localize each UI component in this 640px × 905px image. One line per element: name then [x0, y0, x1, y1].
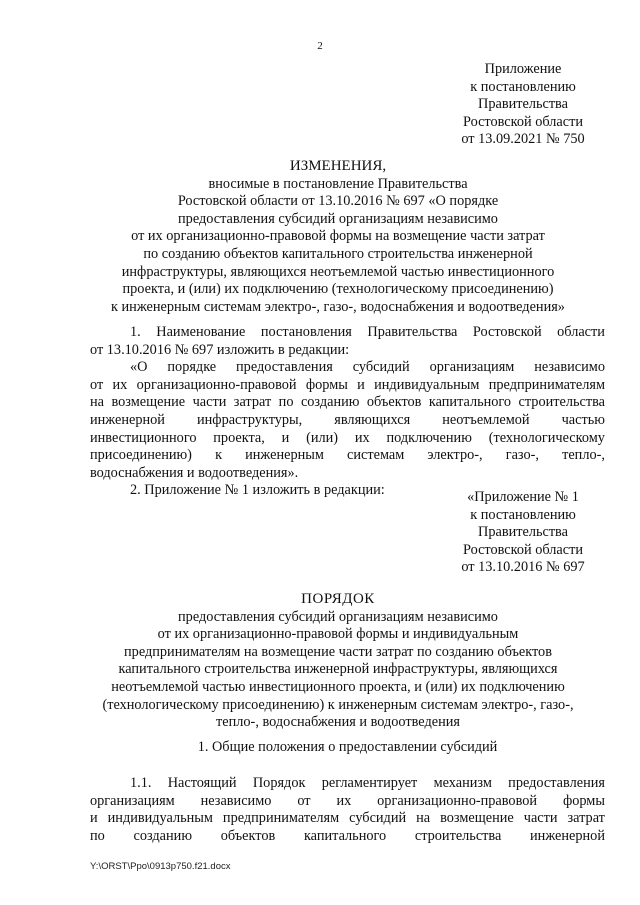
appendix1-header-line: «Приложение № 1: [467, 489, 579, 505]
word: части: [192, 394, 227, 411]
word: строительства: [414, 827, 502, 844]
changes-title: [78, 158, 598, 316]
word: созданию: [300, 394, 360, 411]
word: от: [90, 376, 104, 393]
appendix1-header-line: Ростовской области: [462, 541, 584, 558]
word: части: [523, 810, 558, 827]
word: инвестиционного: [90, 429, 197, 446]
word: возмещение: [111, 394, 186, 411]
word: индивидуальным: [374, 376, 480, 393]
order-title: [78, 591, 598, 732]
appendix-header: [448, 61, 598, 149]
word: строительства: [518, 394, 605, 411]
word: организационно-правовой: [136, 376, 297, 393]
appendix1-header: [448, 489, 598, 577]
order-title-line: предпринимателям на возмещение части затрат по созданию объектов: [124, 643, 552, 660]
appendix-header-line: от 13.09.2021 № 750: [461, 131, 585, 148]
word: (или): [306, 429, 339, 446]
appendix-header-line: Приложение: [484, 61, 562, 77]
word: на: [90, 394, 104, 411]
word: их: [354, 429, 370, 446]
word: Ростовской: [472, 324, 542, 340]
word: затрат: [567, 810, 605, 827]
word: и: [90, 810, 98, 827]
changes-title-line: инфраструктуры, являющихся неотъемлемой частью инвестиционного: [121, 263, 555, 280]
word: и: [357, 376, 365, 393]
changes-title-line: проекта, и (или) их подключению (технологическому присоединению): [122, 281, 554, 298]
point-1-1: [90, 775, 605, 845]
word: «О: [130, 359, 148, 376]
word: частью: [561, 411, 605, 428]
word: области: [557, 324, 605, 340]
order-title-line: (технологическому присоединению) к инженерным системам электро-, газо-,: [102, 696, 574, 713]
word: Настоящий: [167, 775, 237, 791]
word: и: [281, 429, 290, 446]
appendix1-header-line: к постановлению: [470, 506, 576, 523]
justified-line: [90, 324, 605, 342]
word: являющихся: [334, 411, 411, 428]
word: организациям: [429, 359, 515, 376]
word: механизм: [433, 775, 492, 791]
word: тепло-,: [562, 447, 605, 464]
justified-line: [90, 394, 605, 412]
justified-line: [90, 377, 605, 395]
word: формы: [305, 376, 348, 393]
word: предоставления: [508, 775, 605, 791]
order-title-line: капитального строительства инженерной инфраструктуры, являющихся: [118, 661, 558, 678]
order-title-line: неотъемлемой частью инвестиционного проекта, и (или) их подключению: [111, 678, 565, 695]
appendix-header-line: к постановлению: [470, 78, 576, 95]
word: инженерной: [530, 827, 605, 844]
word: их: [336, 792, 352, 809]
word: регламентирует: [321, 775, 418, 791]
justified-line: [90, 810, 605, 828]
word: затрат: [233, 394, 272, 411]
justified-line: [90, 430, 605, 448]
changes-title-line: от их организационно-правовой формы на возмещение части затрат: [131, 228, 545, 245]
word: инженерной: [90, 411, 165, 428]
justified-line: [90, 775, 605, 793]
order-title-line: тепло-, водоснабжения и водоотведения: [216, 714, 460, 731]
order-heading: ПОРЯДОК: [301, 591, 375, 607]
word: присоединению): [90, 447, 192, 464]
word: 1.1.: [130, 775, 152, 791]
word: предпринимателям: [222, 810, 340, 827]
appendix1-header-line: от 13.10.2016 № 697: [461, 559, 585, 576]
file-path-footer: Y:\ORST\Ppo\0913p750.f21.docx: [90, 861, 231, 872]
page-number: 2: [317, 40, 323, 52]
changes-title-line: Ростовской области от 13.10.2016 № 697 «О порядке: [177, 193, 499, 210]
word: инженерным: [245, 447, 324, 464]
word: Порядок: [252, 775, 306, 791]
section-heading: 1. Общие положения о предоставлении субсидий: [197, 739, 498, 755]
justified-line: [90, 447, 605, 465]
amendments-body: [90, 324, 605, 500]
changes-heading: ИЗМЕНЕНИЯ,: [289, 158, 387, 174]
word: объектов: [220, 827, 276, 844]
word: от: [297, 792, 311, 809]
word: 1.: [130, 324, 141, 340]
changes-title-line: по созданию объектов капитального строительства инженерной: [143, 245, 533, 262]
word: независимо: [534, 359, 605, 376]
word: субсидий: [349, 810, 407, 827]
word: индивидуальным: [107, 810, 213, 827]
word: по: [278, 394, 294, 411]
word: Наименование: [156, 324, 246, 340]
word: неотъемлемой: [442, 411, 530, 428]
word: инфраструктуры,: [197, 411, 303, 428]
word: созданию: [133, 827, 193, 844]
order-title-line: предоставления субсидий организациям независимо: [178, 608, 498, 625]
word: на: [416, 810, 431, 827]
word: системам: [347, 447, 405, 464]
appendix-header-line: Правительства: [478, 96, 568, 113]
word: капитального: [428, 394, 512, 411]
item2-text: 2. Приложение № 1 изложить в редакции:: [130, 482, 385, 499]
word: организационно-правовой: [377, 792, 538, 809]
word: к: [215, 447, 223, 464]
word: предпринимателям: [488, 376, 605, 393]
changes-title-line: вносимые в постановление Правительства: [208, 175, 468, 192]
order-title-line: от их организационно-правовой формы и индивидуальным: [157, 626, 519, 643]
quote-last-line: водоснабжения и водоотведения».: [90, 464, 299, 481]
appendix1-header-line: Правительства: [478, 524, 568, 541]
word: организациям: [90, 792, 175, 809]
justified-line: [90, 359, 605, 377]
justified-line: [90, 828, 605, 846]
changes-title-line: к инженерным системам электро-, газо-, водоснабжения и водоотведения»: [111, 298, 565, 315]
justified-line: [90, 412, 605, 430]
appendix-header-line: Ростовской области: [462, 113, 584, 130]
word: по: [90, 827, 105, 844]
word: независимо: [200, 792, 272, 809]
word: капитального: [303, 827, 387, 844]
word: порядке: [167, 359, 217, 376]
justified-line: [90, 793, 605, 811]
word: объектов: [366, 394, 422, 411]
word: (технологическому: [488, 429, 605, 446]
word: предоставления: [236, 359, 333, 376]
word: Правительства: [367, 324, 458, 340]
word: подключению: [386, 429, 472, 446]
word: постановления: [260, 324, 352, 340]
word: проекта,: [213, 429, 265, 446]
item1-continuation: от 13.10.2016 № 697 изложить в редакции:: [90, 341, 350, 358]
word: электро-,: [427, 447, 483, 464]
word: субсидий: [352, 359, 410, 376]
word: газо-,: [505, 447, 539, 464]
word: их: [112, 376, 128, 393]
word: возмещение: [440, 810, 514, 827]
changes-title-line: предоставления субсидий организациям независимо: [178, 210, 498, 227]
word: формы: [562, 792, 605, 809]
